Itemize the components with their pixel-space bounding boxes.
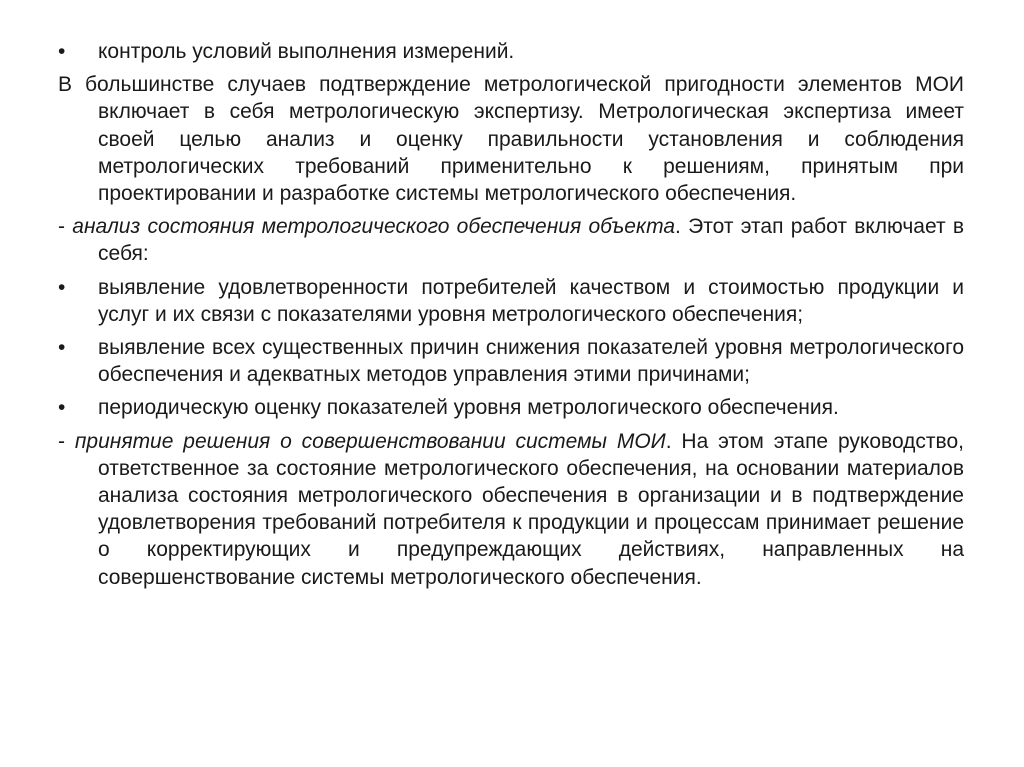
dash-prefix: - — [58, 429, 75, 453]
stage-description: . На этом этапе руководство, ответственное за состояние метрологического обеспечения, на основании материалов анализа состояния метрологического обеспечения в организации и в подтверждение удовлетворения требований потребителя к продукции и процессам принимает решение о корректирующих и предупреждающих действиях, направленных на совершенствование системы метрологического обеспечения. — [98, 429, 964, 589]
slide-body — [58, 38, 964, 597]
stage-title-italic: принятие решения о совершенствовании системы МОИ — [74, 429, 666, 453]
bullet-text: выявление удовлетворенности потребителей качеством и стоимостью продукции и услуг и их связи с показателями уровня метрологического обеспечения; — [98, 275, 964, 326]
bullet-mark: • — [58, 336, 66, 360]
dash-prefix: - — [58, 215, 73, 239]
stage-description: . Этот этап работ включает в себя: — [98, 215, 964, 266]
paragraph-decision-stage — [58, 428, 964, 591]
bullet-item — [58, 38, 964, 65]
bullet-text: периодическую оценку показателей уровня метрологического обеспечения. — [98, 396, 839, 420]
bullet-mark: • — [58, 40, 66, 63]
bullet-text: контроль условий выполнения измерений. — [98, 40, 515, 63]
bullet-text: выявление всех существенных причин снижения показателей уровня метрологического обеспечения и адекватных методов управления этими причинами; — [98, 336, 964, 387]
stage-title-italic: анализ состояния метрологического обеспечения объекта — [72, 215, 676, 239]
bullet-item — [58, 394, 964, 421]
bullet-item — [58, 274, 964, 328]
bullet-mark: • — [58, 396, 66, 420]
paragraph-expertise: В большинстве случаев подтверждение метрологической пригодности элементов МОИ включает в себя метрологическую экспертизу. Метрологическая экспертиза имеет своей целью анализ и оценку правильности установления и соблюдения метрологических требований применительно к решениям, принятым при проектировании и разработке системы метрологического обеспечения. — [58, 73, 964, 206]
bullet-item — [58, 334, 964, 388]
bullet-mark: • — [58, 275, 66, 299]
paragraph-analysis-stage — [58, 213, 964, 267]
